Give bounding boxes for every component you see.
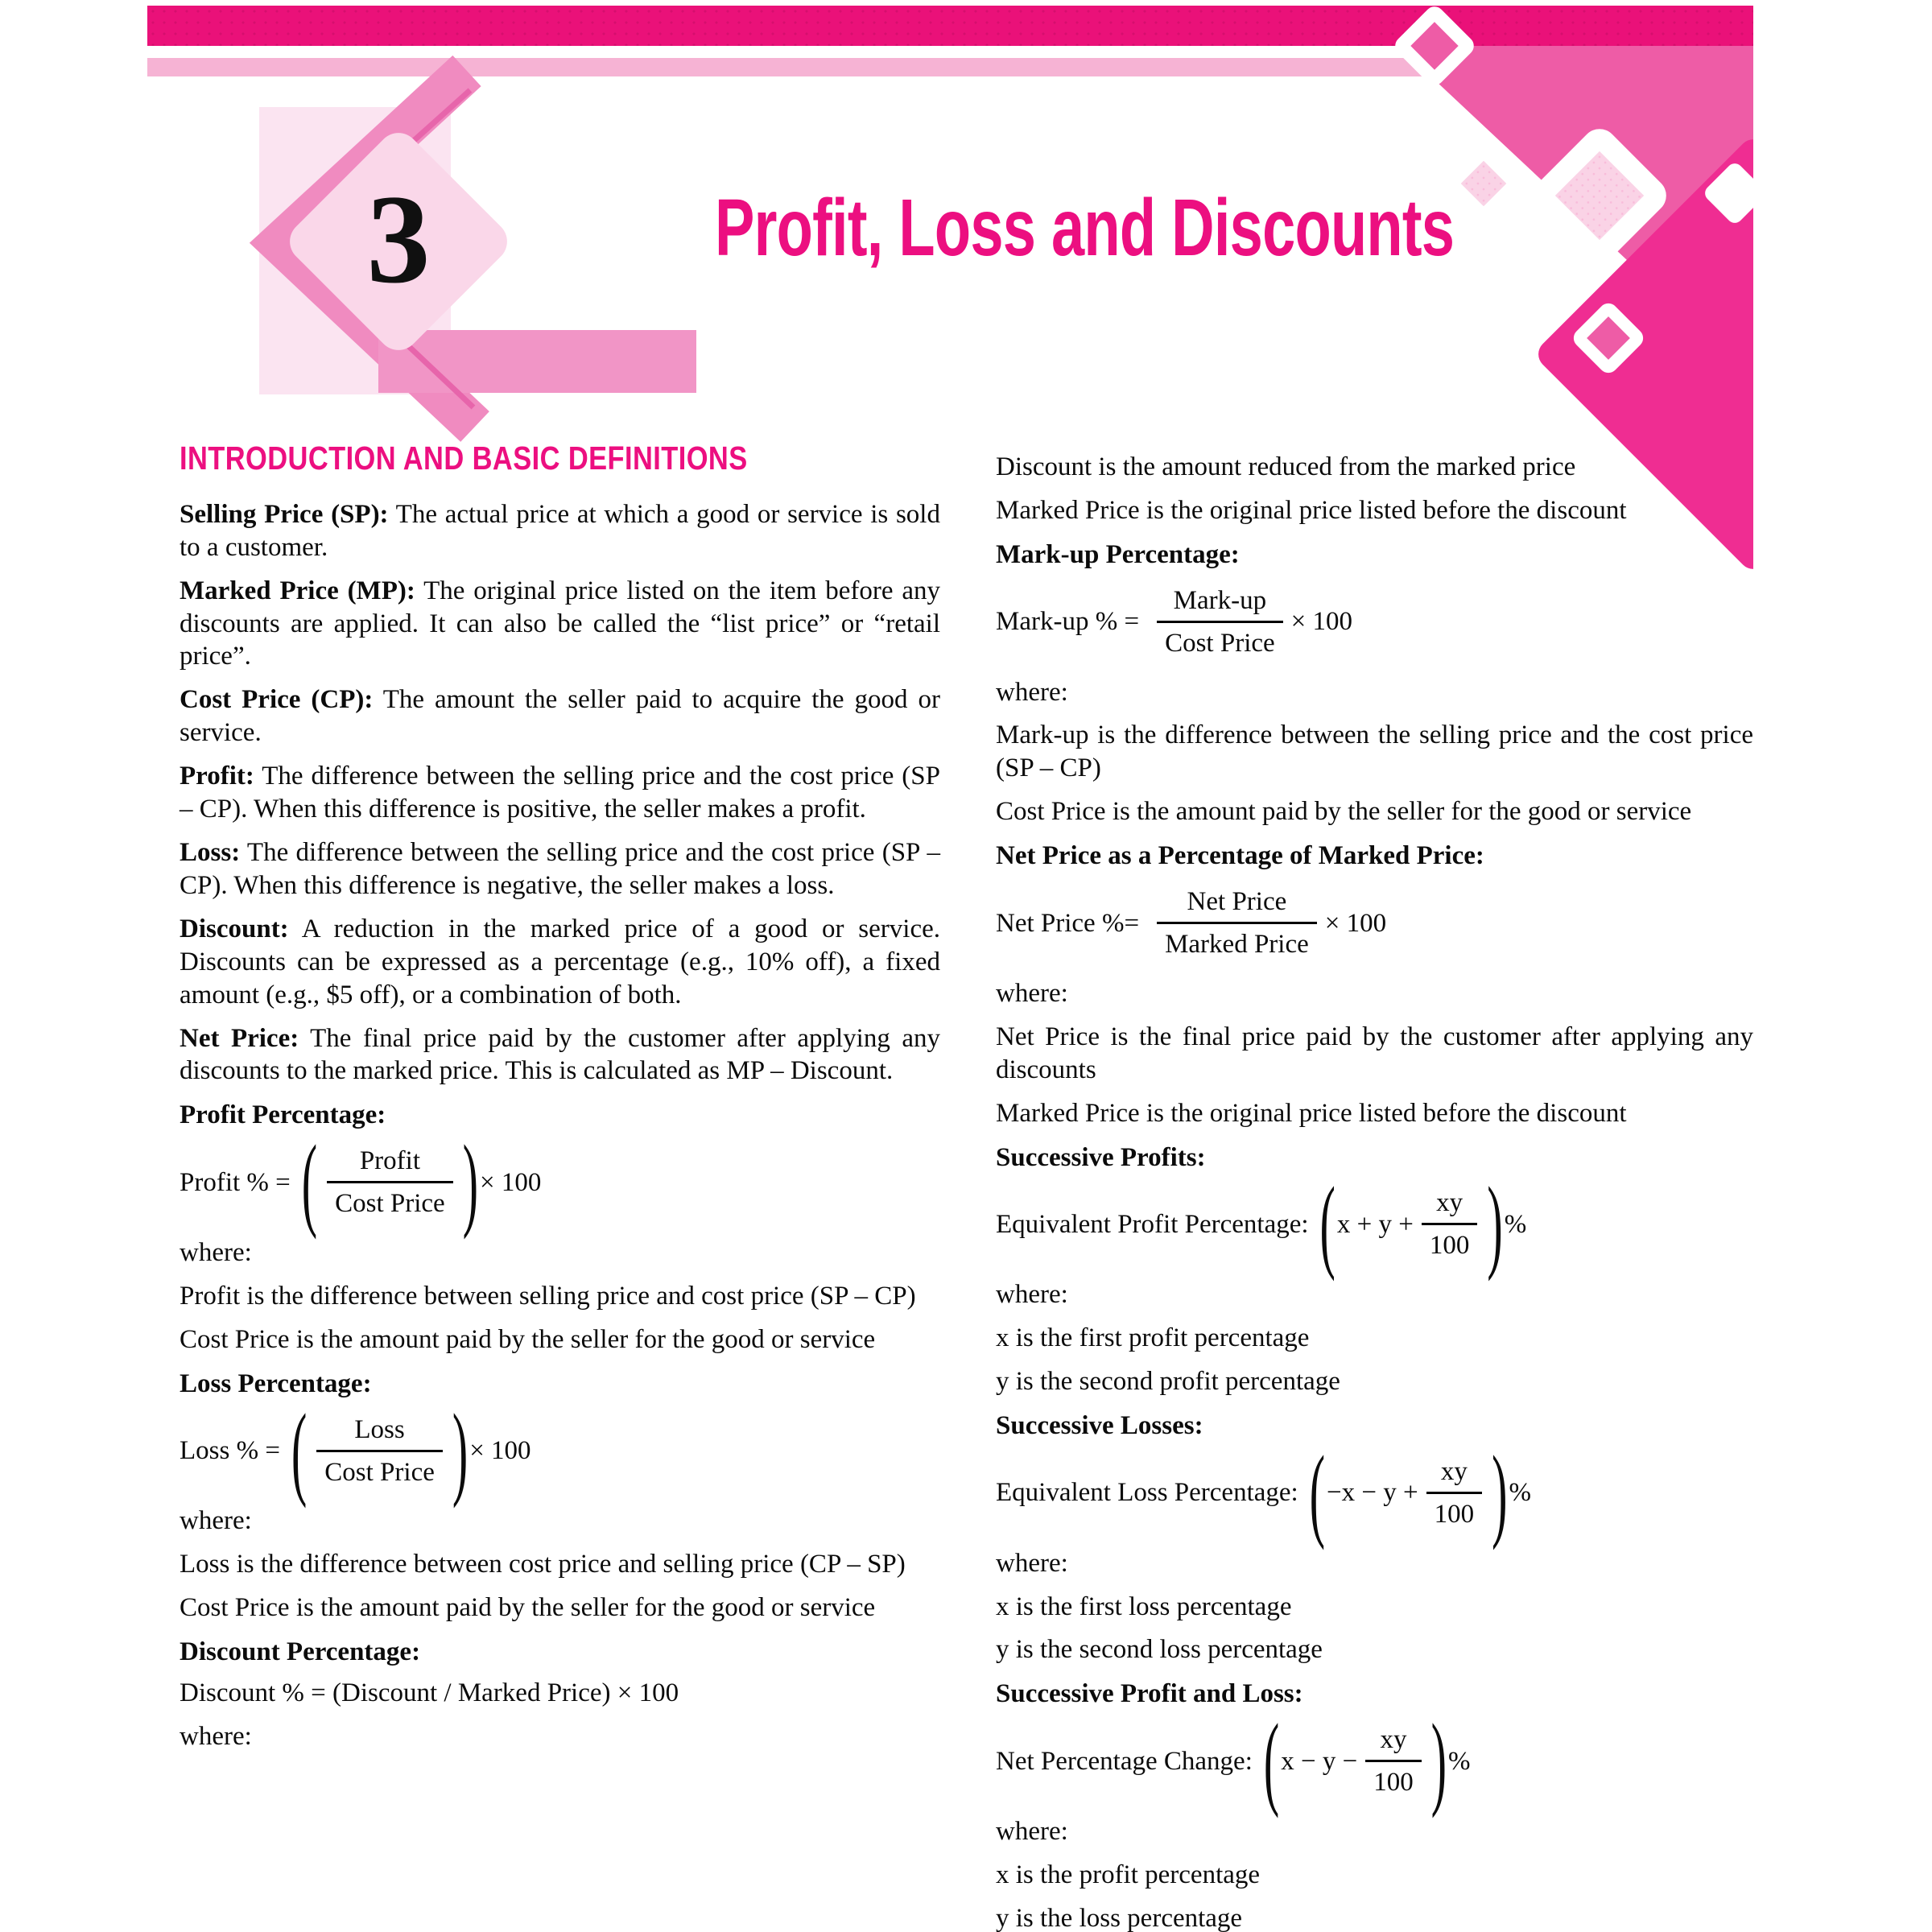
formula-note: Profit is the difference between selling price and cost price (SP – CP): [180, 1281, 916, 1311]
formula-note: x is the first loss percentage: [996, 1591, 1292, 1621]
formula-note: x is the profit percentage: [996, 1860, 1261, 1889]
fraction-numerator: xy: [1380, 1725, 1407, 1755]
right-column: [996, 451, 1753, 1932]
formula-terms: x + y +: [1336, 1209, 1414, 1239]
definition-net-price: [180, 1022, 940, 1088]
fraction-numerator: Profit: [359, 1146, 420, 1176]
definition-term: Profit:: [180, 762, 254, 791]
formula-terms: −x − y +: [1327, 1478, 1418, 1508]
fraction-numerator: xy: [1440, 1456, 1468, 1486]
formula-note: Net Price is the final price paid by the customer after applying any discounts: [996, 1022, 1753, 1084]
definition-text: The difference between the selling price and the cost price (SP – CP). When this difference is negative, the seller makes a loss.: [180, 837, 940, 900]
discount-percentage-heading: Discount Percentage:: [180, 1637, 421, 1667]
formula-note: Cost Price is the amount paid by the seller for the good or service: [996, 797, 1692, 827]
formula-note: Mark-up is the difference between the selling price and the cost price (SP – CP): [996, 720, 1753, 783]
top-banner-bar: [147, 6, 1753, 46]
formula-multiplier: × 100: [480, 1167, 542, 1197]
profit-percentage-formula: Profit % = ( $\frac{\text{Profit}}{\text{Cost Price}}$ ) × 100: [180, 1122, 542, 1241]
left-column: [180, 438, 940, 1764]
successive-losses-heading: Successive Losses:: [996, 1410, 1203, 1440]
definition-profit: [180, 760, 940, 826]
fraction-denominator: 100: [1426, 1492, 1483, 1531]
definition-term: Loss:: [180, 837, 241, 867]
definition-text: The final price paid by the customer after applying any discounts to the marked price. This is calculated as MP – Discount.: [180, 1023, 940, 1086]
successive-losses-formula: Equivalent Loss Percentage: ( −x − y + $\frac{xy}{100}$ ) %: [996, 1433, 1531, 1551]
definition-term: Selling Price (SP):: [180, 499, 389, 529]
formula-note: Marked Price is the original price listed before the discount: [996, 495, 1627, 525]
definition-cost-price: [180, 683, 940, 749]
definition-text: A reduction in the marked price of a good or service. Discounts can be expressed as a percentage (e.g., 10% off), a fixed amount (e.g., $5 off), or a combination of both.: [180, 914, 940, 1009]
formula-note: Cost Price is the amount paid by the seller for the good or service: [180, 1593, 876, 1623]
definition-term: Discount:: [180, 914, 289, 943]
formula-note: y is the second profit percentage: [996, 1367, 1340, 1397]
definition-term: Marked Price (MP):: [180, 576, 415, 605]
fraction: [1157, 584, 1283, 660]
fraction-denominator: 100: [1422, 1223, 1478, 1262]
fraction-denominator: Cost Price: [1157, 621, 1283, 660]
fraction-numerator: Net Price: [1187, 887, 1287, 917]
definition-text: The actual price at which a good or service is sold to a customer.: [180, 499, 940, 562]
formula-multiplier: × 100: [1324, 908, 1387, 938]
loss-percentage-heading: Loss Percentage:: [180, 1368, 372, 1398]
fraction-numerator: Mark-up: [1173, 585, 1267, 615]
fraction-numerator: xy: [1436, 1188, 1463, 1218]
formula-label: Equivalent Loss Percentage:: [996, 1478, 1298, 1508]
formula-lhs: Profit % =: [180, 1167, 291, 1197]
fraction: [1157, 886, 1317, 961]
formula-terms: x − y −: [1281, 1746, 1358, 1776]
decor-diamond-fill: [1410, 22, 1459, 70]
formula-percent: %: [1509, 1478, 1531, 1508]
formula-note: Loss is the difference between cost price and selling price (CP – SP): [180, 1550, 906, 1579]
where-label: where:: [180, 1238, 252, 1268]
fraction-numerator: Loss: [354, 1414, 405, 1444]
profit-percentage-heading: Profit Percentage:: [180, 1100, 386, 1130]
formula-note: Cost Price is the amount paid by the seller for the good or service: [180, 1324, 876, 1354]
formula-label: Equivalent Profit Percentage:: [996, 1209, 1309, 1239]
where-label: where:: [180, 1506, 252, 1536]
where-label: where:: [996, 1280, 1068, 1310]
formula-note: y is the loss percentage: [996, 1903, 1243, 1932]
definition-text: The difference between the selling price and the cost price (SP – CP). When this difference is positive, the seller makes a profit.: [180, 762, 940, 824]
formula-lhs: Mark-up % =: [996, 607, 1140, 637]
where-label: where:: [996, 1817, 1068, 1847]
formula-note: x is the first profit percentage: [996, 1323, 1310, 1353]
definition-text: The amount the seller paid to acquire the good or service.: [180, 685, 940, 748]
successive-profits-formula: Equivalent Profit Percentage: ( x + y + $\frac{xy}{100}$ ) %: [996, 1165, 1527, 1283]
definition-term: Net Price:: [180, 1023, 299, 1053]
formula-note: Discount is the amount reduced from the marked price: [996, 452, 1576, 481]
decor-diamond-fill: [1460, 160, 1506, 206]
definition-selling-price: [180, 498, 940, 564]
fraction: [1365, 1724, 1422, 1799]
fraction: [327, 1145, 453, 1220]
formula-multiplier: × 100: [1290, 607, 1353, 637]
formula-lhs: Net Price %=: [996, 908, 1140, 938]
discount-percentage-formula: Discount % = (Discount / Marked Price) × 100: [180, 1678, 679, 1708]
chapter-number: 3: [366, 169, 431, 310]
decor-diamond-fill: [1587, 316, 1630, 360]
markup-percentage-formula: [996, 584, 1753, 660]
fraction: [1426, 1455, 1483, 1531]
definition-term: Cost Price (CP):: [180, 685, 374, 715]
formula-lhs: Loss % =: [180, 1436, 280, 1466]
definition-discount: [180, 913, 940, 1012]
formula-label: Net Percentage Change:: [996, 1746, 1253, 1776]
where-label: where:: [996, 677, 1068, 707]
formula-note: y is the second loss percentage: [996, 1635, 1323, 1665]
section-heading: INTRODUCTION AND BASIC DEFINITIONS: [180, 440, 748, 477]
chapter-title: Profit, Loss and Discounts: [715, 183, 1455, 273]
decor-diamond-fill: [1555, 151, 1644, 240]
fraction-denominator: Marked Price: [1157, 922, 1317, 961]
where-label: where:: [996, 1548, 1068, 1578]
net-percentage-change-formula: Net Percentage Change: ( x − y − $\frac{xy}{100}$ ) %: [996, 1701, 1471, 1820]
formula-multiplier: × 100: [469, 1436, 531, 1466]
successive-profits-heading: Successive Profits:: [996, 1142, 1206, 1172]
fraction: [1422, 1187, 1478, 1262]
netprice-percentage-heading: Net Price as a Percentage of Marked Price:: [996, 841, 1484, 871]
fraction-denominator: Cost Price: [327, 1181, 453, 1220]
loss-percentage-formula: Loss % = ( $\frac{\text{Loss}}{\text{Cost Price}}$ ) × 100: [180, 1391, 531, 1509]
netprice-percentage-formula: [996, 886, 1753, 961]
formula-percent: %: [1448, 1746, 1471, 1776]
fraction-denominator: 100: [1365, 1760, 1422, 1799]
definition-loss: [180, 836, 940, 902]
where-label: where:: [180, 1722, 252, 1752]
where-label: where:: [996, 978, 1068, 1008]
markup-percentage-heading: Mark-up Percentage:: [996, 539, 1240, 569]
successive-profit-loss-heading: Successive Profit and Loss:: [996, 1679, 1303, 1709]
definition-text: The original price listed on the item before any discounts are applied. It can also be called the “list price” or “retail price”.: [180, 576, 941, 671]
formula-percent: %: [1504, 1209, 1527, 1239]
definition-marked-price: [180, 575, 940, 674]
fraction: [316, 1414, 443, 1489]
fraction-denominator: Cost Price: [316, 1450, 443, 1489]
formula-note: Marked Price is the original price listed before the discount: [996, 1098, 1627, 1128]
